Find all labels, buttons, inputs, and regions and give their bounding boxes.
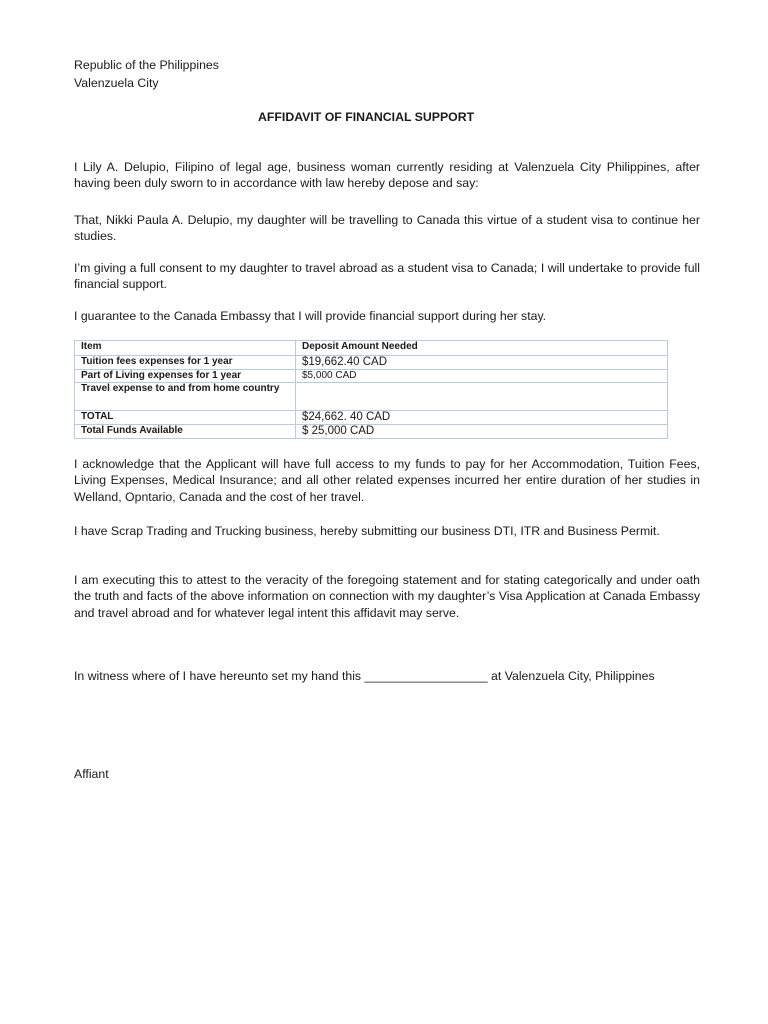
table-cell-item: Total Funds Available	[75, 425, 296, 439]
table-header-amount: Deposit Amount Needed	[296, 341, 668, 356]
table-cell-item: TOTAL	[75, 411, 296, 425]
funds-table	[74, 340, 668, 439]
table-header-row	[75, 341, 668, 356]
table-row	[75, 370, 668, 383]
paragraph-consent: I’m giving a full consent to my daughter to travel abroad as a student visa to Canada; I will undertake to provide full financial support.	[74, 261, 700, 292]
table-cell-item: Part of Living expenses for 1 year	[75, 370, 296, 383]
paragraph-acknowledgement: I acknowledge that the Applicant will have full access to my funds to pay for her Accommodation, Tuition Fees, Living Expenses, Medical Insurance; and all other related expenses incurred her entire duration of her studies in Welland, Opntario, Canada and the cost of her travel.	[74, 457, 700, 504]
paragraph-daughter: That, Nikki Paula A. Delupio, my daughter will be travelling to Canada this virtue of a student visa to continue her studies.	[74, 213, 700, 244]
paragraph-deponent: I Lily A. Delupio, Filipino of legal age, business woman currently residing at Valenzuela City Philippines, after having been duly sworn to in accordance with law hereby depose and say:	[74, 160, 700, 191]
document-title: AFFIDAVIT OF FINANCIAL SUPPORT	[258, 110, 475, 124]
table-cell-item: Tuition fees expenses for 1 year	[75, 356, 296, 370]
affiant-label: Affiant	[74, 767, 109, 781]
paragraph-guarantee: I guarantee to the Canada Embassy that I will provide financial support during her stay.	[74, 309, 547, 323]
table-header-item: Item	[75, 341, 296, 356]
table-cell-amount: $5,000 CAD	[296, 370, 668, 383]
table-cell-item: Travel expense to and from home country	[75, 383, 296, 411]
table-row	[75, 356, 668, 370]
paragraph-witness: In witness where of I have hereunto set my hand this __________________ at Valenzuela City, Philippines	[74, 669, 655, 683]
paragraph-attestation: I am executing this to attest to the veracity of the foregoing statement and for stating categorically and under oath the truth and facts of the above information on connection with my daughter’s Visa Application at Canada Embassy and travel abroad and for whatever legal intent this affidavit may serve.	[74, 573, 700, 620]
header-city: Valenzuela City	[74, 76, 159, 90]
header-country: Republic of the Philippines	[74, 58, 219, 72]
table-row	[75, 411, 668, 425]
paragraph-business: I have Scrap Trading and Trucking business, hereby submitting our business DTI, ITR and Business Permit.	[74, 524, 660, 538]
table-row	[75, 425, 668, 439]
table-cell-amount: $24,662. 40 CAD	[296, 411, 668, 425]
table-cell-amount: $ 25,000 CAD	[296, 425, 668, 439]
table-cell-amount: $19,662.40 CAD	[296, 356, 668, 370]
table-row	[75, 383, 668, 411]
table-cell-amount	[296, 383, 668, 411]
